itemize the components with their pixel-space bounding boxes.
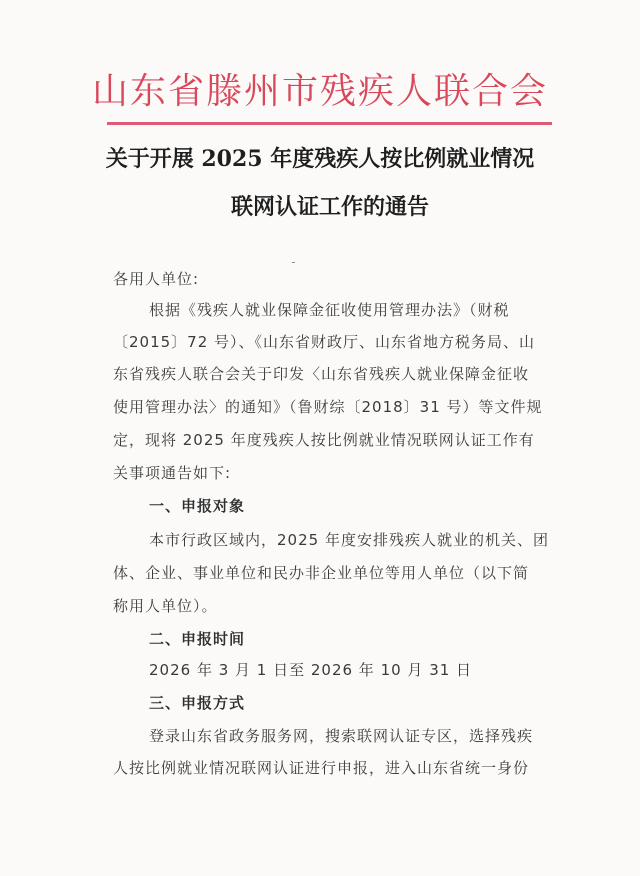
intro-line: 使用管理办法〉的通知》（鲁财综〔2018〕31 号）等文件规 <box>113 398 543 416</box>
intro-line: 〔2015〕72 号）、《山东省财政厅、山东省地方税务局、山 <box>113 333 536 351</box>
section-heading-period: 二、申报时间 <box>149 630 246 648</box>
intro-line: 东省残疾人联合会关于印发〈山东省残疾人就业保障金征收 <box>113 365 530 383</box>
section-heading-method: 三、申报方式 <box>149 694 246 712</box>
document-title-line-1: 关于开展 2025 年度残疾人按比例就业情况 <box>105 146 535 172</box>
org-letterhead: 山东省滕州市残疾人联合会 <box>91 71 548 112</box>
intro-line: 根据《残疾人就业保障金征收使用管理办法》（财税 <box>149 301 510 319</box>
document-title-line-2: 联网认证工作的通告 <box>230 194 429 220</box>
section-heading-applicants: 一、申报对象 <box>149 497 246 515</box>
section2-date-range: 2026 年 3 月 1 日至 2026 年 10 月 31 日 <box>149 661 473 679</box>
letterhead-red-rule <box>107 122 552 125</box>
salutation: 各用人单位: <box>113 270 200 288</box>
section3-line: 人按比例就业情况联网认证进行申报，进入山东省统一身份 <box>113 759 530 777</box>
intro-line: 定，现将 2025 年度残疾人按比例就业情况联网认证工作有 <box>113 431 535 449</box>
section1-line: 体、企业、事业单位和民办非企业单位等用人单位（以下简 <box>113 564 530 582</box>
section3-line: 登录山东省政务服务网，搜索联网认证专区，选择残疾 <box>149 727 534 745</box>
intro-line: 关事项通告如下: <box>113 464 232 482</box>
scan-speck <box>292 262 295 263</box>
section1-line: 称用人单位）。 <box>113 597 218 615</box>
section1-line: 本市行政区域内，2025 年度安排残疾人就业的机关、团 <box>149 531 549 549</box>
